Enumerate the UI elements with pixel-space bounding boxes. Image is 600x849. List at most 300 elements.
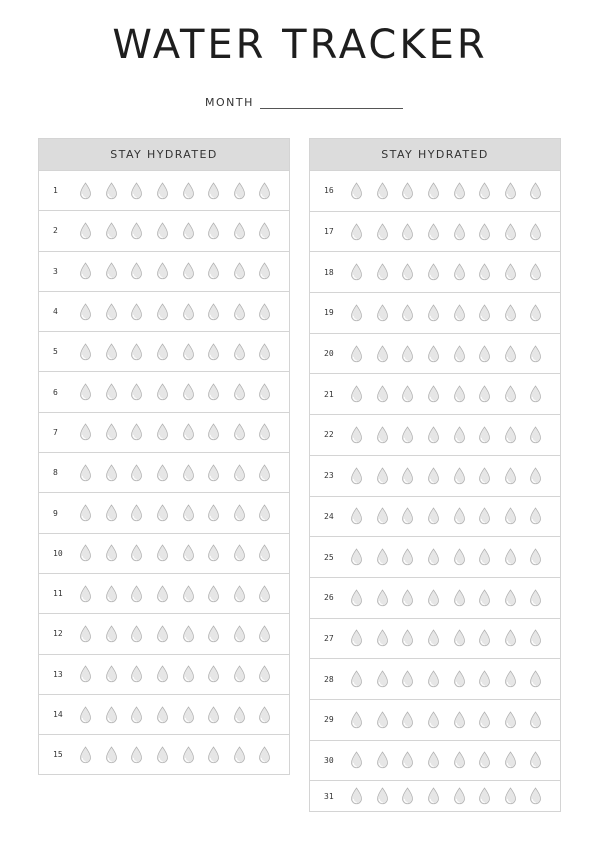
page-title: WATER TRACKER — [112, 22, 488, 68]
water-drop-icon[interactable] — [252, 463, 278, 483]
day-number: 1 — [53, 186, 58, 196]
water-drop-icon[interactable] — [252, 181, 278, 201]
water-drop-icon[interactable] — [421, 344, 447, 364]
water-drop-icon[interactable] — [175, 463, 201, 483]
water-drop-icon[interactable] — [124, 342, 150, 362]
day-row — [39, 291, 289, 331]
water-drop-icon[interactable] — [421, 181, 447, 201]
water-drop-icon[interactable] — [124, 624, 150, 644]
water-drop-icon[interactable] — [201, 624, 227, 644]
water-drop-icon[interactable] — [124, 503, 150, 523]
day-number: 30 — [324, 755, 334, 765]
water-drop-icon[interactable] — [472, 750, 498, 770]
water-drop-icon[interactable] — [252, 342, 278, 362]
day-number: 15 — [53, 750, 63, 760]
water-drop-icon[interactable] — [201, 422, 227, 442]
water-drop-icon[interactable] — [370, 710, 396, 730]
water-drop-icon[interactable] — [201, 382, 227, 402]
water-drop-icon[interactable] — [252, 584, 278, 604]
water-drop-icon[interactable] — [370, 303, 396, 323]
water-drop-icon[interactable] — [523, 506, 549, 526]
water-drop-icon[interactable] — [201, 705, 227, 725]
water-drop-icon[interactable] — [498, 303, 524, 323]
water-drop-icon[interactable] — [227, 261, 253, 281]
day-row — [39, 613, 289, 653]
water-drop-icon[interactable] — [99, 624, 125, 644]
water-drop-icon[interactable] — [472, 425, 498, 445]
water-drop-icon[interactable] — [523, 547, 549, 567]
water-drop-icon[interactable] — [370, 669, 396, 689]
water-drop-icon[interactable] — [124, 181, 150, 201]
water-drop-icon[interactable] — [421, 303, 447, 323]
day-row — [39, 331, 289, 371]
day-number: 13 — [53, 669, 63, 679]
water-drop-icon[interactable] — [201, 664, 227, 684]
water-drop-icon[interactable] — [175, 745, 201, 765]
drop-checkboxes — [344, 425, 549, 445]
water-drop-icon[interactable] — [472, 222, 498, 242]
water-drop-icon[interactable] — [124, 382, 150, 402]
water-drop-icon[interactable] — [227, 664, 253, 684]
water-drop-icon[interactable] — [421, 710, 447, 730]
water-drop-icon[interactable] — [370, 425, 396, 445]
water-drop-icon[interactable] — [395, 588, 421, 608]
water-drop-icon[interactable] — [523, 181, 549, 201]
water-drop-icon[interactable] — [446, 181, 472, 201]
day-rows — [310, 170, 560, 811]
water-drop-icon[interactable] — [446, 506, 472, 526]
water-drop-icon[interactable] — [175, 624, 201, 644]
water-drop-icon[interactable] — [472, 786, 498, 806]
water-drop-icon[interactable] — [523, 710, 549, 730]
water-drop-icon[interactable] — [99, 261, 125, 281]
water-drop-icon[interactable] — [498, 786, 524, 806]
water-drop-icon[interactable] — [498, 628, 524, 648]
water-drop-icon[interactable] — [498, 710, 524, 730]
water-drop-icon[interactable] — [175, 302, 201, 322]
water-drop-icon[interactable] — [150, 503, 176, 523]
water-drop-icon[interactable] — [395, 466, 421, 486]
water-drop-icon[interactable] — [421, 506, 447, 526]
water-drop-icon[interactable] — [446, 466, 472, 486]
water-drop-icon[interactable] — [175, 664, 201, 684]
water-drop-icon[interactable] — [370, 344, 396, 364]
water-drop-icon[interactable] — [446, 222, 472, 242]
water-drop-icon[interactable] — [124, 705, 150, 725]
water-drop-icon[interactable] — [252, 705, 278, 725]
water-drop-icon[interactable] — [421, 384, 447, 404]
water-drop-icon[interactable] — [498, 750, 524, 770]
water-drop-icon[interactable] — [472, 262, 498, 282]
day-number: 5 — [53, 347, 58, 357]
water-drop-icon[interactable] — [344, 425, 370, 445]
tracker-panel-left — [38, 138, 290, 775]
water-drop-icon[interactable] — [344, 344, 370, 364]
day-number: 12 — [53, 629, 63, 639]
water-drop-icon[interactable] — [344, 786, 370, 806]
water-drop-icon[interactable] — [124, 543, 150, 563]
day-row — [39, 210, 289, 250]
water-drop-icon[interactable] — [395, 506, 421, 526]
water-drop-icon[interactable] — [472, 628, 498, 648]
water-drop-icon[interactable] — [472, 710, 498, 730]
water-drop-icon[interactable] — [446, 344, 472, 364]
water-drop-icon[interactable] — [124, 463, 150, 483]
water-drop-icon[interactable] — [472, 547, 498, 567]
day-number: 18 — [324, 267, 334, 277]
drop-checkboxes — [344, 710, 549, 730]
water-drop-icon[interactable] — [395, 384, 421, 404]
water-drop-icon[interactable] — [227, 503, 253, 523]
water-drop-icon[interactable] — [99, 382, 125, 402]
water-drop-icon[interactable] — [73, 705, 99, 725]
water-drop-icon[interactable] — [344, 669, 370, 689]
water-drop-icon[interactable] — [73, 463, 99, 483]
water-drop-icon[interactable] — [472, 466, 498, 486]
day-row — [310, 292, 560, 333]
water-drop-icon[interactable] — [446, 710, 472, 730]
water-drop-icon[interactable] — [73, 584, 99, 604]
day-number: 8 — [53, 468, 58, 478]
water-drop-icon[interactable] — [252, 624, 278, 644]
water-drop-icon[interactable] — [523, 786, 549, 806]
drop-checkboxes — [344, 628, 549, 648]
water-drop-icon[interactable] — [523, 344, 549, 364]
water-drop-icon[interactable] — [498, 384, 524, 404]
water-drop-icon[interactable] — [498, 547, 524, 567]
day-row — [39, 371, 289, 411]
water-drop-icon[interactable] — [175, 503, 201, 523]
water-drop-icon[interactable] — [124, 302, 150, 322]
water-drop-icon[interactable] — [370, 181, 396, 201]
water-drop-icon[interactable] — [421, 669, 447, 689]
water-drop-icon[interactable] — [498, 425, 524, 445]
water-drop-icon[interactable] — [175, 543, 201, 563]
water-drop-icon[interactable] — [498, 222, 524, 242]
water-drop-icon[interactable] — [73, 261, 99, 281]
drop-checkboxes — [73, 624, 278, 644]
water-drop-icon[interactable] — [446, 750, 472, 770]
water-drop-icon[interactable] — [227, 302, 253, 322]
water-drop-icon[interactable] — [344, 547, 370, 567]
water-drop-icon[interactable] — [227, 221, 253, 241]
water-drop-icon[interactable] — [124, 261, 150, 281]
water-drop-icon[interactable] — [421, 786, 447, 806]
water-drop-icon[interactable] — [446, 669, 472, 689]
water-drop-icon[interactable] — [99, 543, 125, 563]
day-number: 20 — [324, 349, 334, 359]
water-drop-icon[interactable] — [99, 221, 125, 241]
water-drop-icon[interactable] — [150, 181, 176, 201]
water-drop-icon[interactable] — [472, 344, 498, 364]
water-drop-icon[interactable] — [227, 342, 253, 362]
water-drop-icon[interactable] — [73, 342, 99, 362]
water-drop-icon[interactable] — [523, 588, 549, 608]
water-drop-icon[interactable] — [150, 261, 176, 281]
water-drop-icon[interactable] — [73, 221, 99, 241]
drop-checkboxes — [73, 181, 278, 201]
water-drop-icon[interactable] — [99, 181, 125, 201]
water-drop-icon[interactable] — [370, 628, 396, 648]
day-row — [39, 452, 289, 492]
drop-checkboxes — [73, 503, 278, 523]
water-drop-icon[interactable] — [421, 262, 447, 282]
water-drop-icon[interactable] — [99, 503, 125, 523]
day-number: 22 — [324, 430, 334, 440]
drop-checkboxes — [344, 750, 549, 770]
day-row — [39, 694, 289, 734]
water-drop-icon[interactable] — [252, 261, 278, 281]
water-drop-icon[interactable] — [523, 262, 549, 282]
water-drop-icon[interactable] — [201, 342, 227, 362]
water-drop-icon[interactable] — [99, 664, 125, 684]
water-drop-icon[interactable] — [124, 221, 150, 241]
water-drop-icon[interactable] — [344, 384, 370, 404]
water-drop-icon[interactable] — [370, 384, 396, 404]
drop-checkboxes — [344, 181, 549, 201]
water-drop-icon[interactable] — [421, 628, 447, 648]
water-drop-icon[interactable] — [99, 745, 125, 765]
water-drop-icon[interactable] — [446, 384, 472, 404]
water-drop-icon[interactable] — [201, 181, 227, 201]
water-drop-icon[interactable] — [344, 181, 370, 201]
water-drop-icon[interactable] — [344, 303, 370, 323]
water-drop-icon[interactable] — [227, 543, 253, 563]
water-drop-icon[interactable] — [73, 664, 99, 684]
day-row — [310, 414, 560, 455]
water-drop-icon[interactable] — [99, 463, 125, 483]
water-drop-icon[interactable] — [73, 382, 99, 402]
water-drop-icon[interactable] — [523, 628, 549, 648]
water-drop-icon[interactable] — [201, 302, 227, 322]
water-drop-icon[interactable] — [73, 181, 99, 201]
day-row — [39, 251, 289, 291]
water-drop-icon[interactable] — [124, 664, 150, 684]
water-drop-icon[interactable] — [472, 669, 498, 689]
water-drop-icon[interactable] — [370, 547, 396, 567]
water-drop-icon[interactable] — [99, 302, 125, 322]
water-drop-icon[interactable] — [150, 664, 176, 684]
water-drop-icon[interactable] — [446, 547, 472, 567]
water-drop-icon[interactable] — [252, 422, 278, 442]
water-drop-icon[interactable] — [395, 303, 421, 323]
water-drop-icon[interactable] — [370, 506, 396, 526]
water-drop-icon[interactable] — [523, 222, 549, 242]
drop-checkboxes — [73, 584, 278, 604]
water-drop-icon[interactable] — [201, 745, 227, 765]
water-drop-icon[interactable] — [344, 262, 370, 282]
water-drop-icon[interactable] — [523, 303, 549, 323]
water-drop-icon[interactable] — [498, 262, 524, 282]
water-drop-icon[interactable] — [472, 588, 498, 608]
drop-checkboxes — [73, 302, 278, 322]
water-drop-icon[interactable] — [498, 588, 524, 608]
day-row — [310, 211, 560, 252]
water-drop-icon[interactable] — [395, 669, 421, 689]
drop-checkboxes — [344, 466, 549, 486]
water-drop-icon[interactable] — [252, 503, 278, 523]
day-number: 21 — [324, 389, 334, 399]
water-drop-icon[interactable] — [344, 506, 370, 526]
water-drop-icon[interactable] — [175, 382, 201, 402]
day-number: 7 — [53, 427, 58, 437]
water-drop-icon[interactable] — [252, 664, 278, 684]
water-drop-icon[interactable] — [370, 786, 396, 806]
day-row — [310, 373, 560, 414]
water-drop-icon[interactable] — [201, 543, 227, 563]
water-drop-icon[interactable] — [227, 624, 253, 644]
day-row — [39, 412, 289, 452]
water-drop-icon[interactable] — [227, 584, 253, 604]
water-drop-icon[interactable] — [344, 710, 370, 730]
water-drop-icon[interactable] — [472, 384, 498, 404]
water-drop-icon[interactable] — [395, 786, 421, 806]
water-drop-icon[interactable] — [150, 584, 176, 604]
water-drop-icon[interactable] — [175, 584, 201, 604]
water-drop-icon[interactable] — [227, 463, 253, 483]
water-drop-icon[interactable] — [344, 588, 370, 608]
water-drop-icon[interactable] — [99, 342, 125, 362]
water-drop-icon[interactable] — [472, 303, 498, 323]
water-drop-icon[interactable] — [73, 543, 99, 563]
water-drop-icon[interactable] — [498, 466, 524, 486]
drop-checkboxes — [73, 261, 278, 281]
water-drop-icon[interactable] — [446, 262, 472, 282]
water-drop-icon[interactable] — [498, 669, 524, 689]
water-drop-icon[interactable] — [73, 422, 99, 442]
water-drop-icon[interactable] — [124, 584, 150, 604]
water-drop-icon[interactable] — [421, 222, 447, 242]
water-drop-icon[interactable] — [150, 382, 176, 402]
day-number: 9 — [53, 508, 58, 518]
water-drop-icon[interactable] — [395, 710, 421, 730]
water-drop-icon[interactable] — [421, 425, 447, 445]
water-drop-icon[interactable] — [523, 384, 549, 404]
water-drop-icon[interactable] — [252, 745, 278, 765]
day-number: 27 — [324, 633, 334, 643]
water-drop-icon[interactable] — [175, 261, 201, 281]
water-drop-icon[interactable] — [498, 344, 524, 364]
water-drop-icon[interactable] — [370, 466, 396, 486]
water-drop-icon[interactable] — [252, 221, 278, 241]
water-drop-icon[interactable] — [472, 506, 498, 526]
water-drop-icon[interactable] — [99, 422, 125, 442]
water-drop-icon[interactable] — [201, 261, 227, 281]
water-drop-icon[interactable] — [175, 342, 201, 362]
water-drop-icon[interactable] — [73, 745, 99, 765]
water-drop-icon[interactable] — [523, 669, 549, 689]
water-drop-icon[interactable] — [523, 466, 549, 486]
water-drop-icon[interactable] — [523, 425, 549, 445]
water-drop-icon[interactable] — [175, 221, 201, 241]
water-drop-icon[interactable] — [150, 302, 176, 322]
water-drop-icon[interactable] — [395, 628, 421, 648]
water-drop-icon[interactable] — [370, 750, 396, 770]
water-drop-icon[interactable] — [370, 262, 396, 282]
water-drop-icon[interactable] — [201, 463, 227, 483]
water-drop-icon[interactable] — [395, 344, 421, 364]
water-drop-icon[interactable] — [227, 382, 253, 402]
water-drop-icon[interactable] — [252, 382, 278, 402]
drop-checkboxes — [73, 382, 278, 402]
water-drop-icon[interactable] — [370, 588, 396, 608]
drop-checkboxes — [344, 547, 549, 567]
day-number: 28 — [324, 674, 334, 684]
water-drop-icon[interactable] — [523, 750, 549, 770]
water-drop-icon[interactable] — [421, 750, 447, 770]
water-drop-icon[interactable] — [150, 745, 176, 765]
water-drop-icon[interactable] — [344, 750, 370, 770]
water-drop-icon[interactable] — [124, 422, 150, 442]
water-drop-icon[interactable] — [446, 786, 472, 806]
water-drop-icon[interactable] — [395, 262, 421, 282]
water-drop-icon[interactable] — [421, 466, 447, 486]
day-row — [310, 333, 560, 374]
water-drop-icon[interactable] — [395, 547, 421, 567]
water-drop-icon[interactable] — [227, 705, 253, 725]
day-number: 3 — [53, 266, 58, 276]
month-input-line[interactable] — [260, 96, 403, 109]
water-drop-icon[interactable] — [498, 506, 524, 526]
water-drop-icon[interactable] — [175, 705, 201, 725]
water-drop-icon[interactable] — [73, 503, 99, 523]
water-drop-icon[interactable] — [395, 750, 421, 770]
water-drop-icon[interactable] — [498, 181, 524, 201]
water-drop-icon[interactable] — [227, 745, 253, 765]
water-drop-icon[interactable] — [227, 181, 253, 201]
water-drop-icon[interactable] — [150, 624, 176, 644]
day-number: 10 — [53, 548, 63, 558]
water-drop-icon[interactable] — [344, 466, 370, 486]
water-drop-icon[interactable] — [344, 628, 370, 648]
water-drop-icon[interactable] — [175, 422, 201, 442]
water-drop-icon[interactable] — [201, 584, 227, 604]
water-drop-icon[interactable] — [73, 302, 99, 322]
water-drop-icon[interactable] — [421, 588, 447, 608]
water-drop-icon[interactable] — [201, 503, 227, 523]
water-drop-icon[interactable] — [227, 422, 253, 442]
water-drop-icon[interactable] — [446, 628, 472, 648]
water-drop-icon[interactable] — [150, 342, 176, 362]
water-drop-icon[interactable] — [99, 584, 125, 604]
day-number: 16 — [324, 186, 334, 196]
water-drop-icon[interactable] — [201, 221, 227, 241]
month-field — [205, 96, 403, 109]
water-drop-icon[interactable] — [446, 425, 472, 445]
water-drop-icon[interactable] — [446, 303, 472, 323]
water-drop-icon[interactable] — [99, 705, 125, 725]
water-drop-icon[interactable] — [395, 425, 421, 445]
water-drop-icon[interactable] — [395, 181, 421, 201]
water-drop-icon[interactable] — [175, 181, 201, 201]
water-drop-icon[interactable] — [73, 624, 99, 644]
water-drop-icon[interactable] — [395, 222, 421, 242]
water-drop-icon[interactable] — [150, 463, 176, 483]
water-drop-icon[interactable] — [370, 222, 396, 242]
water-drop-icon[interactable] — [252, 543, 278, 563]
water-drop-icon[interactable] — [344, 222, 370, 242]
water-drop-icon[interactable] — [150, 422, 176, 442]
water-drop-icon[interactable] — [421, 547, 447, 567]
water-drop-icon[interactable] — [150, 705, 176, 725]
water-drop-icon[interactable] — [472, 181, 498, 201]
water-drop-icon[interactable] — [150, 221, 176, 241]
water-drop-icon[interactable] — [446, 588, 472, 608]
water-drop-icon[interactable] — [252, 302, 278, 322]
water-drop-icon[interactable] — [150, 543, 176, 563]
water-drop-icon[interactable] — [124, 745, 150, 765]
drop-checkboxes — [344, 588, 549, 608]
